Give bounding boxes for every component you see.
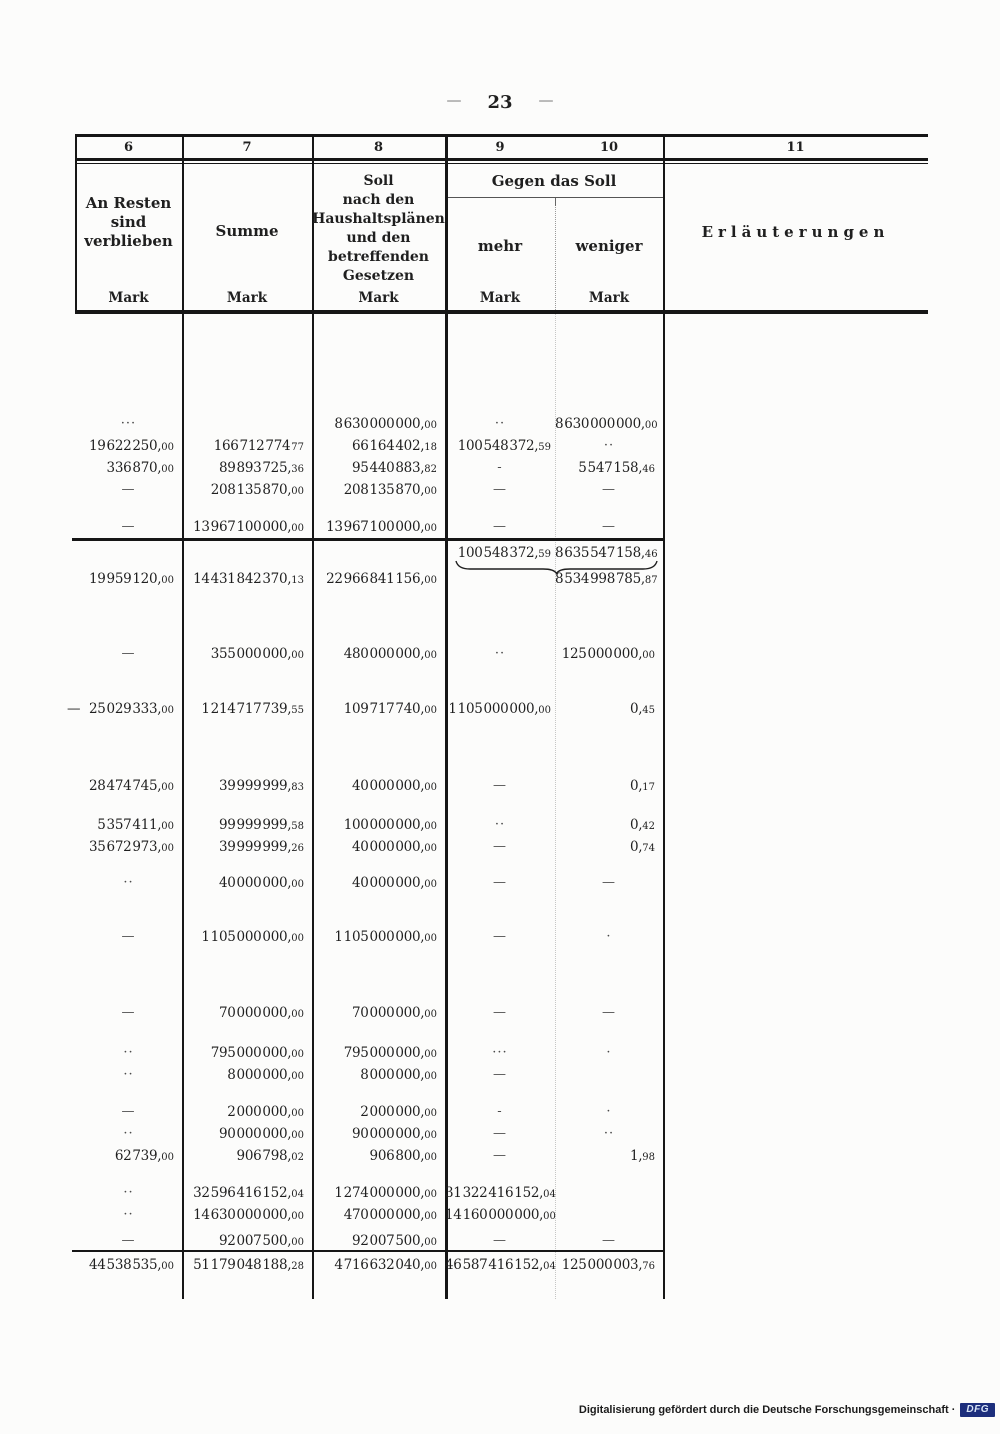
table-cell-r7-c6: 19 959 120,00 (88, 571, 174, 587)
table-cell-r11-c9: ·· (494, 817, 506, 832)
table-cell-r18-c6: — (121, 1104, 136, 1119)
table-cell-r10-c7: 39 999 999,83 (218, 778, 304, 794)
table-cell-r14-c7: 1 105 000 000,00 (201, 929, 304, 945)
gegen-das-soll-underline (445, 197, 663, 198)
header-col8-line3: Haushaltsplänen (312, 211, 445, 227)
table-cell-r9-c6: — 25 029 333,00 (67, 701, 174, 717)
table-cell-r2-c10: ·· (603, 438, 615, 453)
table-body (67, 314, 928, 1299)
table-cell-r24-c9: 46 587 416 152,04 (445, 1257, 556, 1273)
table-cell-r14-c8: 1 105 000 000,00 (334, 929, 437, 945)
table-cell-r21-c7: 32 596 416 152,04 (193, 1185, 304, 1201)
table-cell-r8-c9: ·· (494, 646, 506, 661)
table-cell-r16-c6: ·· (123, 1045, 134, 1060)
page-number: 23 (487, 92, 513, 113)
header-col8-label (312, 172, 445, 286)
table-cell-r4-c10: — (602, 482, 616, 497)
table-cell-r20-c9: — (493, 1148, 507, 1163)
header-gegen-das-soll: Gegen das Soll (491, 172, 617, 190)
table-cell-r18-c10: · (606, 1104, 612, 1119)
table-cell-r8-c6: — (121, 646, 136, 661)
table-cell-r4-c6: — (121, 482, 136, 497)
header-double-rule-2 (75, 163, 928, 165)
table-cell-r7-c8: 22 966 841 156,00 (326, 571, 437, 587)
header-mehr: mehr (477, 237, 523, 255)
header-vline-8-9 (445, 134, 448, 314)
table-cell-r23-c7: 92 007 500,00 (218, 1233, 304, 1249)
table-cell-r17-c6: ·· (123, 1067, 134, 1082)
table-cell-r15-c8: 70 000 000,00 (351, 1005, 437, 1021)
table-cell-r22-c8: 470 000 000,00 (343, 1207, 437, 1223)
table-cell-r13-c7: 40 000 000,00 (218, 875, 304, 891)
table-cell-r9-c8: 109 717 740,00 (343, 701, 437, 717)
table-cell-r24-c6: 44 538 535,00 (88, 1257, 174, 1273)
table-cell-r18-c8: 2 000 000,00 (360, 1104, 437, 1120)
table-cell-r20-c8: 906 800,00 (369, 1148, 437, 1164)
table-cell-r13-c9: — (493, 875, 507, 890)
table-cell-r11-c6: 5 357 411,00 (97, 817, 174, 833)
table-cell-r23-c6: — (121, 1233, 136, 1248)
table-cell-r18-c7: 2 000 000,00 (227, 1104, 304, 1120)
table-cell-r21-c8: 1 274 000 000,00 (334, 1185, 437, 1201)
table-cell-r14-c9: — (493, 929, 507, 944)
table-cell-r7-c10: 8 534 998 785,87 (555, 571, 658, 587)
table-cell-r2-c6: 19 622 250,00 (88, 438, 174, 454)
page-header (0, 92, 1000, 113)
table-cell-r15-c10: — (602, 1005, 616, 1020)
table-cell-r16-c9: ··· (492, 1045, 508, 1060)
table-cell-r17-c8: 8 000 000,00 (360, 1067, 437, 1083)
unit-mark-col8: Mark (358, 290, 399, 306)
table-cell-r16-c10: · (606, 1045, 612, 1060)
table-cell-r19-c8: 90 000 000,00 (351, 1126, 437, 1142)
table-cell-r21-c6: ·· (123, 1185, 134, 1200)
unit-mark-col6: Mark (108, 290, 149, 306)
subtotal-rule (72, 538, 664, 541)
unit-mark-col7: Mark (226, 290, 268, 306)
col-number-9: 9 (495, 140, 505, 155)
table-cell-r1-c8: 8 630 000 000,00 (334, 416, 437, 432)
table-cell-r15-c6: — (121, 1005, 136, 1020)
table-cell-r9-c9: 1 105 000 000,00 (448, 701, 551, 717)
table-cell-r9-c10: 0,45 (629, 701, 655, 717)
table-cell-r1-c9: ·· (494, 416, 506, 431)
table-cell-r10-c6: 28 474 745,00 (88, 778, 174, 794)
table-cell-r12-c7: 39 999 999,26 (218, 839, 304, 855)
page-number-dash-right: — (538, 91, 554, 109)
table-cell-r3-c8: 95 440 883,82 (351, 460, 437, 476)
table-cell-r7-c7: 14 431 842 370,13 (193, 571, 304, 587)
header-col6-label (75, 194, 182, 251)
table-cell-r10-c10: 0,17 (629, 778, 655, 794)
table-cell-r5-c10: — (602, 519, 616, 534)
table-cell-r2-c7: 166 712 774 77 (213, 438, 304, 454)
table-cell-r19-c9: — (493, 1126, 507, 1141)
header-col8-line6: Gesetzen (342, 268, 415, 284)
table-cell-r19-c10: ·· (603, 1126, 615, 1141)
table-cell-r3-c6: 336 870,00 (106, 460, 174, 476)
table-cell-r22-c6: ·· (123, 1207, 134, 1222)
table-cell-r5-c9: — (493, 519, 507, 534)
table-cell-r15-c9: — (493, 1005, 507, 1020)
header-bottom-rule (75, 310, 928, 314)
table-header (75, 134, 928, 314)
page-number-dash-left: — (446, 91, 462, 109)
table-cell-r13-c10: — (602, 875, 616, 890)
table-cell-r20-c10: 1,98 (629, 1148, 655, 1164)
table-cell-r5-c7: 13 967 100 000,00 (193, 519, 304, 535)
table-cell-r16-c7: 795 000 000,00 (210, 1045, 304, 1061)
table-cell-r17-c7: 8 000 000,00 (227, 1067, 304, 1083)
header-col7-label: Summe (215, 222, 279, 240)
table-cell-r13-c8: 40 000 000,00 (351, 875, 437, 891)
header-col8-line1: Soll (363, 173, 394, 189)
table-cell-r1-c10: 8 630 000 000,00 (555, 416, 658, 432)
table-cell-r23-c9: — (493, 1233, 507, 1248)
table-cell-r10-c8: 40 000 000,00 (351, 778, 437, 794)
table-cell-r12-c10: 0,74 (629, 839, 655, 855)
table-cell-r14-c10: · (606, 929, 612, 944)
col-number-8: 8 (373, 140, 384, 155)
table-cell-r21-c9: 31 322 416 152,04 (445, 1185, 556, 1201)
table-cell-r11-c7: 99 999 999,58 (218, 817, 304, 833)
table-cell-r4-c7: 208 135 870,00 (210, 482, 304, 498)
col-number-7: 7 (242, 140, 252, 155)
header-weniger: weniger (575, 237, 643, 255)
table-cell-r11-c8: 100 000 000,00 (343, 817, 437, 833)
table-cell-r24-c10: 125 000 003,76 (561, 1257, 655, 1273)
col-number-6: 6 (123, 140, 134, 155)
table-cell-r24-c8: 4 716 632 040,00 (334, 1257, 437, 1273)
table-cell-r13-c6: ·· (123, 875, 134, 890)
table-cell-r8-c7: 355 000 000,00 (210, 646, 304, 662)
table-cell-r6-c9: 100 548 372,59 (457, 545, 551, 561)
table-cell-r9-c7: 1 214 717 739,55 (201, 701, 304, 717)
table-cell-r5-c8: 13 967 100 000,00 (326, 519, 437, 535)
table-cell-r20-c6: 62 739,00 (114, 1148, 174, 1164)
body-vline-10-11 (663, 314, 665, 1299)
table-cell-r4-c8: 208 135 870,00 (343, 482, 437, 498)
header-erlaeuterungen: Erläuterungen (701, 223, 890, 241)
header-double-rule-1 (75, 158, 928, 161)
digitization-footer (579, 1402, 995, 1418)
header-col6-line2: sind (110, 213, 147, 231)
table-cell-r23-c8: 92 007 500,00 (351, 1233, 437, 1249)
table-cell-r14-c6: — (121, 929, 136, 944)
table-cell-r15-c7: 70 000 000,00 (218, 1005, 304, 1021)
table-cell-r23-c10: — (602, 1233, 616, 1248)
table-cell-r5-c6: — (121, 519, 136, 534)
table-cell-r8-c10: 125 000 000,00 (561, 646, 655, 662)
table-cell-r12-c6: 35 672 973,00 (88, 839, 174, 855)
table-cell-r3-c10: 5 547 158,46 (578, 460, 655, 476)
table-cell-r12-c9: — (493, 839, 507, 854)
unit-mark-col9: Mark (479, 290, 521, 306)
header-col8-line4: und den (346, 230, 411, 246)
table-cell-r16-c8: 795 000 000,00 (343, 1045, 437, 1061)
unit-mark-col10: Mark (588, 290, 630, 306)
dfg-logo: DFG (960, 1403, 995, 1417)
table-cell-r19-c6: ·· (123, 1126, 134, 1141)
table-cell-r12-c8: 40 000 000,00 (351, 839, 437, 855)
table-cell-r19-c7: 90 000 000,00 (218, 1126, 304, 1142)
table-cell-r17-c9: — (493, 1067, 507, 1082)
table-cell-r2-c8: 66 164 402,18 (351, 438, 437, 454)
header-col8-line5: betreffenden (328, 249, 429, 265)
header-col6-line3: verblieben (84, 232, 173, 250)
table-cell-r6-c10: 8 635 547 158,46 (555, 545, 658, 561)
header-vtick-9-10 (555, 198, 556, 206)
header-col8-line2: nach den (342, 192, 415, 208)
col-number-11: 11 (786, 140, 805, 155)
table-cell-r20-c7: 906 798,02 (236, 1148, 304, 1164)
table-cell-r1-c6: ··· (120, 416, 137, 431)
table-cell-r18-c9: - (497, 1104, 503, 1119)
table-cell-r24-c7: 51 179 048 188,28 (193, 1257, 304, 1273)
table-cell-r8-c8: 480 000 000,00 (343, 646, 437, 662)
table-cell-r22-c9: 14 160 000 000,00 (445, 1207, 556, 1223)
table-cell-r4-c9: — (493, 482, 507, 497)
table-cell-r3-c7: 89 893 725,36 (218, 460, 304, 476)
header-col6-line1: An Resten (85, 194, 172, 212)
col-number-10: 10 (599, 140, 619, 155)
table-cell-r22-c7: 14 630 000 000,00 (193, 1207, 304, 1223)
table-cell-r3-c9: - (497, 460, 503, 475)
footer-text: Digitalisierung gefördert durch die Deutsche Forschungsgemeinschaft · (578, 1404, 956, 1416)
table-cell-r11-c10: 0,42 (629, 817, 655, 833)
table-cell-r2-c9: 100 548 372,59 (457, 438, 551, 454)
table-cell-r10-c9: — (493, 778, 507, 793)
